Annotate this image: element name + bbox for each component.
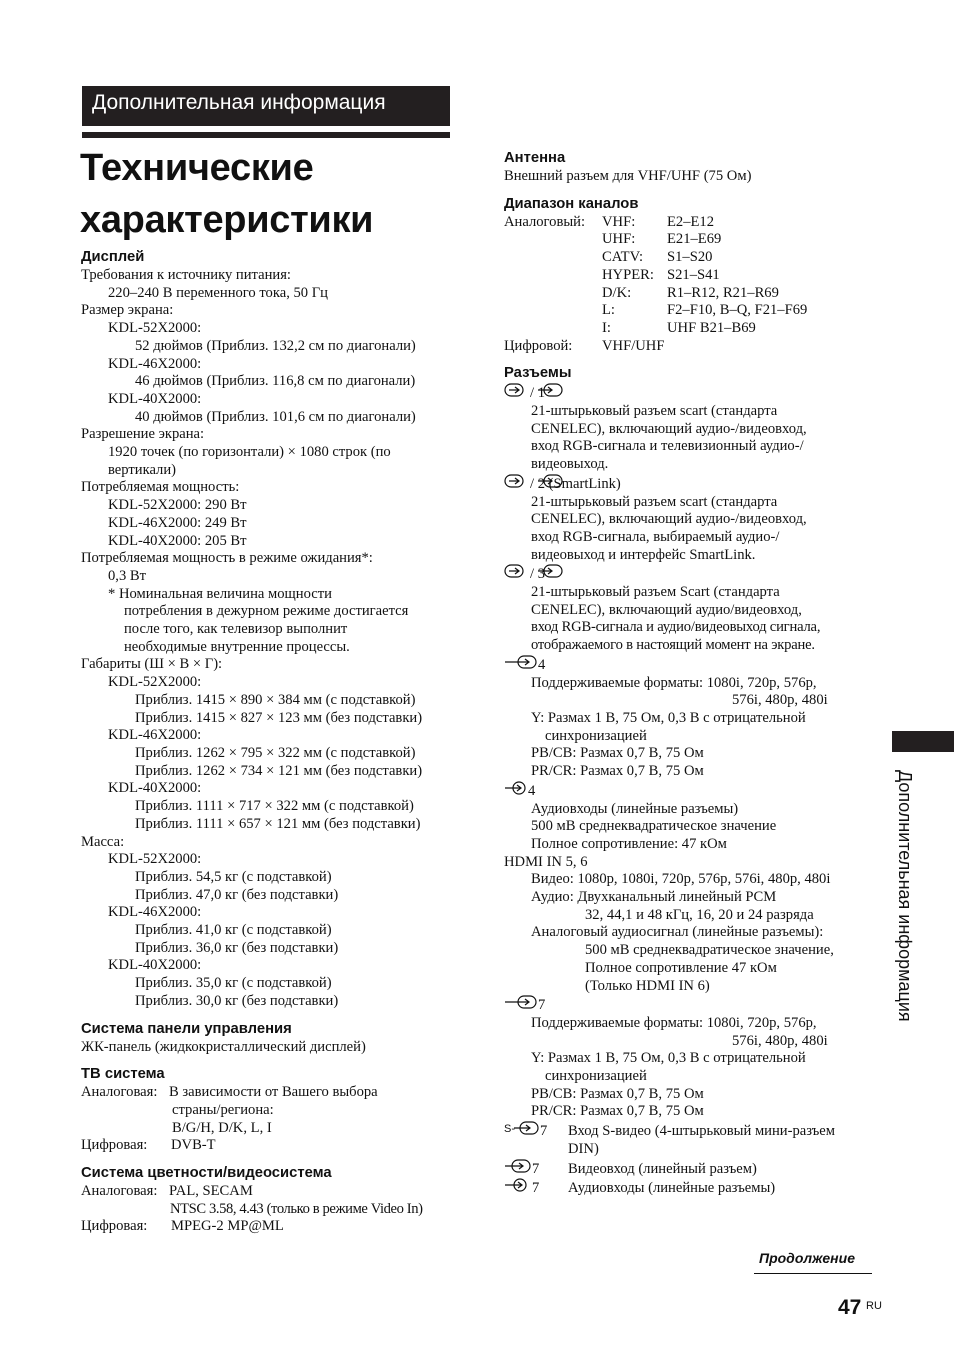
channels-table: [504, 214, 884, 356]
spec-line: PB/CB: Размах 0,7 В, 75 Ом: [531, 1085, 704, 1102]
spec-line: отображаемого в настоящий момент на экране.: [531, 637, 815, 654]
spec-line: 1920 точек (по горизонтали) × 1080 строк (по: [108, 444, 391, 461]
spec-line: KDL-40X2000:: [108, 957, 202, 974]
spec-value: VHF/UHF: [602, 337, 665, 354]
spec-line: KDL-52X2000:: [108, 851, 202, 868]
color-system-heading: Система цветности/видеосистема: [81, 1165, 332, 1182]
spec-line: Приблиз. 54,5 кг (с подставкой): [135, 868, 332, 885]
spec-line: Приблиз. 1111 × 717 × 322 мм (с подставкой): [135, 798, 414, 815]
band-value: S21–S41: [667, 266, 720, 283]
band-label: VHF:: [602, 213, 636, 230]
band-value: E2–E12: [667, 213, 715, 230]
spec-line: Приблиз. 36,0 кг (без подставки): [135, 939, 339, 956]
spec-label: Цифровая:: [81, 1137, 148, 1154]
band-label: CATV:: [602, 249, 644, 266]
spec-line: Приблиз. 41,0 кг (с подставкой): [135, 922, 332, 939]
spec-value: Аудиовходы (линейные разъемы): [568, 1180, 776, 1197]
spec-line: Приблиз. 1415 × 827 × 123 мм (без подставки): [135, 709, 423, 726]
spec-line: PB/CB: Размах 0,7 В, 75 Ом: [531, 745, 704, 762]
connector-label: 7: [532, 1180, 540, 1197]
spec-line: B/G/H, D/K, L, I: [172, 1119, 272, 1136]
page-title: [80, 142, 373, 246]
band-label: L:: [602, 302, 615, 319]
spec-line: KDL-40X2000: 205 Вт: [108, 532, 247, 549]
spec-line: Приблиз. 47,0 кг (без подставки): [135, 886, 339, 903]
spec-label: Аналоговая:: [81, 1084, 158, 1101]
continued-rule: [754, 1273, 872, 1274]
spec-line: вход RGB-сигнала и аудио/видеовыход сигнала,: [531, 619, 821, 636]
spec-line: 0,3 Вт: [108, 567, 147, 584]
connector-label: 4: [528, 782, 536, 799]
spec-line: Габариты (Ш × В × Г):: [81, 656, 223, 673]
spec-line: ЖК-панель (жидкокристаллический дисплей): [81, 1038, 366, 1055]
spec-line: Видео: 1080p, 1080i, 720p, 576p, 576i, 480p, 480i: [531, 871, 831, 888]
spec-line: Приблиз. 1262 × 734 × 121 мм (без подставки): [135, 762, 423, 779]
spec-line: KDL-40X2000:: [108, 780, 202, 797]
spec-value: MPEG-2 MP@ML: [171, 1218, 284, 1235]
band-value: S1–S20: [667, 249, 713, 266]
color-system-block: [81, 1183, 461, 1236]
page-language-suffix: RU: [866, 1300, 882, 1312]
section-banner: [82, 86, 450, 132]
spec-line: (Только HDMI IN 6): [585, 977, 710, 994]
band-value: R1–R12, R21–R69: [667, 284, 779, 301]
spec-line: Разрешение экрана:: [81, 426, 205, 443]
spec-line: Внешний разъем для VHF/UHF (75 Ом): [504, 168, 752, 184]
spec-line: Приблиз. 30,0 кг (без подставки): [135, 992, 339, 1009]
spec-line: Масса:: [81, 833, 125, 850]
spec-line: 576i, 480p, 480i: [732, 1032, 828, 1049]
connector-label: / 2 (SmartLink): [530, 475, 621, 492]
spec-line: Потребляемая мощность в режиме ожидания*:: [81, 550, 373, 567]
connectors-heading: Разъемы: [504, 365, 572, 382]
connector-label: 7: [532, 1160, 540, 1177]
component-input-icon: [504, 655, 538, 675]
spec-line: Приблиз. 1262 × 795 × 322 мм (с подставкой): [135, 744, 416, 761]
spec-line: страны/региона:: [172, 1101, 274, 1118]
spec-line: вход RGB-сигнала, выбираемый аудио-/: [531, 528, 780, 545]
spec-line: вход RGB-сигнала и телевизионный аудио-/: [531, 438, 804, 455]
spec-label: Цифровой:: [504, 337, 573, 354]
spec-line: 21-штырьковый разъем scart (стандарта: [531, 493, 778, 510]
spec-value: PAL, SECAM: [169, 1183, 253, 1200]
audio-input-icon: [504, 781, 528, 801]
band-label: HYPER:: [602, 266, 654, 283]
audio-input-icon: [504, 1178, 532, 1198]
spec-value: Вход S-видео (4-штырьковый мини-разъем: [568, 1123, 836, 1140]
spec-line: KDL-52X2000: 290 Вт: [108, 497, 247, 514]
band-value: UHF B21–B69: [667, 319, 756, 336]
spec-line: CENELEC), включающий аудио-/видеовход,: [531, 511, 807, 528]
spec-line: 21-штырьковый разъем Scart (стандарта: [531, 584, 780, 601]
spec-line: Поддерживаемые форматы: 1080i, 720p, 576p,: [531, 1014, 817, 1031]
connector-label: 7: [540, 1123, 548, 1140]
spec-label: Цифровая:: [81, 1218, 148, 1235]
band-value: E21–E69: [667, 231, 722, 248]
svideo-input-icon: [504, 1121, 540, 1141]
spec-line: Аналоговый аудиосигнал (линейные разъемы):: [531, 924, 824, 941]
band-label: UHF:: [602, 231, 636, 248]
spec-label: Аналоговый:: [504, 213, 586, 230]
spec-line: вертикали): [108, 461, 177, 478]
spec-line: 32, 44,1 и 48 кГц, 16, 20 и 24 разряда: [585, 906, 814, 923]
spec-line: KDL-40X2000:: [108, 390, 202, 407]
spec-line: DIN): [568, 1140, 599, 1157]
spec-line: PR/CR: Размах 0,7 В, 75 Ом: [531, 763, 704, 780]
spec-value: Видеовход (линейный разъем): [568, 1160, 757, 1177]
spec-line: 21-штырьковый разъем scart (стандарта: [531, 403, 778, 420]
spec-line: KDL-46X2000: 249 Вт: [108, 514, 247, 531]
page-title-line-1: Технические: [80, 147, 314, 189]
display-heading: Дисплей: [81, 249, 145, 265]
spec-line: Требования к источнику питания:: [81, 267, 291, 283]
band-label: D/K:: [602, 284, 632, 301]
spec-line: 40 дюймов (Приблиз. 101,6 см по диагонали): [135, 408, 416, 425]
footnote-line: * Номинальная величина мощности: [108, 585, 332, 602]
spec-line: 52 дюймов (Приблиз. 132,2 см по диагонали): [135, 337, 416, 354]
spec-line: видеовыход.: [531, 456, 609, 473]
spec-line: PR/CR: Размах 0,7 В, 75 Ом: [531, 1103, 704, 1120]
spec-line: Приблиз. 35,0 кг (с подставкой): [135, 975, 332, 992]
band-value: F2–F10, B–Q, F21–F69: [667, 302, 808, 319]
spec-line: Приблиз. 1415 × 890 × 384 мм (с подставкой): [135, 691, 416, 708]
spec-line: синхронизацией: [545, 727, 647, 744]
spec-line: KDL-46X2000:: [108, 904, 202, 921]
spec-value: DVB-T: [171, 1137, 216, 1154]
spec-line: 500 мВ среднеквадратическое значение,: [585, 942, 834, 959]
spec-line: NTSC 3.58, 4.43 (только в режиме Video In): [170, 1200, 423, 1217]
channels-heading: Диапазон каналов: [504, 195, 639, 212]
spec-line: Y: Размах 1 В, 75 Ом, 0,3 В с отрицательной: [531, 1050, 806, 1067]
spec-line: Потребляемая мощность:: [81, 479, 240, 496]
spec-line: 220–240 В переменного тока, 50 Гц: [108, 284, 328, 301]
footnote-line: потребления в дежурном режиме достигается: [124, 603, 409, 620]
spec-line: KDL-52X2000:: [108, 320, 202, 337]
spec-line: CENELEC), включающий аудио-/видеовход,: [531, 420, 807, 437]
spec-value: В зависимости от Вашего выбора: [169, 1084, 378, 1101]
spec-label: Аналоговая:: [81, 1183, 158, 1200]
spec-line: 46 дюймов (Приблиз. 116,8 см по диагонали): [135, 373, 416, 390]
video-input-icon: [504, 1159, 532, 1179]
spec-line: Размер экрана:: [81, 302, 174, 319]
component-input-icon: [504, 995, 538, 1015]
footnote-line: необходимые внутренние процессы.: [124, 638, 350, 655]
right-column: [504, 149, 884, 1198]
spec-line: KDL-52X2000:: [108, 674, 202, 691]
section-banner-label: Дополнительная информация: [92, 91, 386, 114]
connector-label: / 1: [530, 385, 545, 402]
spec-line: Приблиз. 1111 × 657 × 121 мм (без подставки): [135, 815, 421, 832]
spec-line: 576i, 480p, 480i: [732, 692, 828, 709]
side-section-label: Дополнительная информация: [895, 770, 915, 1022]
connector-label: 7: [538, 997, 546, 1014]
connector-label: / 3: [530, 566, 545, 583]
spec-line: видеовыход и интерфейс SmartLink.: [531, 546, 756, 563]
antenna-heading: Антенна: [504, 150, 566, 166]
page-title-line-2: характеристики: [80, 199, 374, 241]
connector-label: 4: [538, 656, 546, 673]
continued-label: Продолжение: [759, 1250, 855, 1266]
connectors-block: [504, 383, 884, 1198]
svg-text:S-: S-: [504, 1123, 515, 1136]
footnote-line: после того, как телевизор выполнит: [124, 621, 348, 638]
display-block: [81, 267, 461, 1011]
side-tab-bar: [892, 731, 954, 752]
connector-label: HDMI IN 5, 6: [504, 853, 588, 870]
band-label: I:: [602, 319, 611, 336]
spec-line: синхронизацией: [545, 1068, 647, 1085]
spec-line: CENELEC), включающий аудио/видеовход,: [531, 601, 802, 618]
spec-line: Полное сопротивление 47 кОм: [585, 959, 777, 976]
tv-system-heading: ТВ система: [81, 1066, 165, 1083]
spec-line: Аудиовходы (линейные разъемы): [531, 800, 739, 817]
spec-line: Y: Размах 1 В, 75 Ом, 0,3 В с отрицательной: [531, 709, 806, 726]
spec-line: Полное сопротивление: 47 кОм: [531, 835, 727, 852]
left-column: [81, 248, 461, 1236]
panel-heading: Система панели управления: [81, 1020, 292, 1037]
spec-line: Поддерживаемые форматы: 1080i, 720p, 576p,: [531, 674, 817, 691]
page-number: 47: [838, 1296, 862, 1319]
spec-line: Аудио: Двухканальный линейный PCM: [531, 889, 777, 906]
spec-line: 500 мВ среднеквадратическое значение: [531, 818, 777, 835]
tv-system-block: [81, 1084, 461, 1155]
spec-line: KDL-46X2000:: [108, 727, 202, 744]
spec-line: KDL-46X2000:: [108, 355, 202, 372]
